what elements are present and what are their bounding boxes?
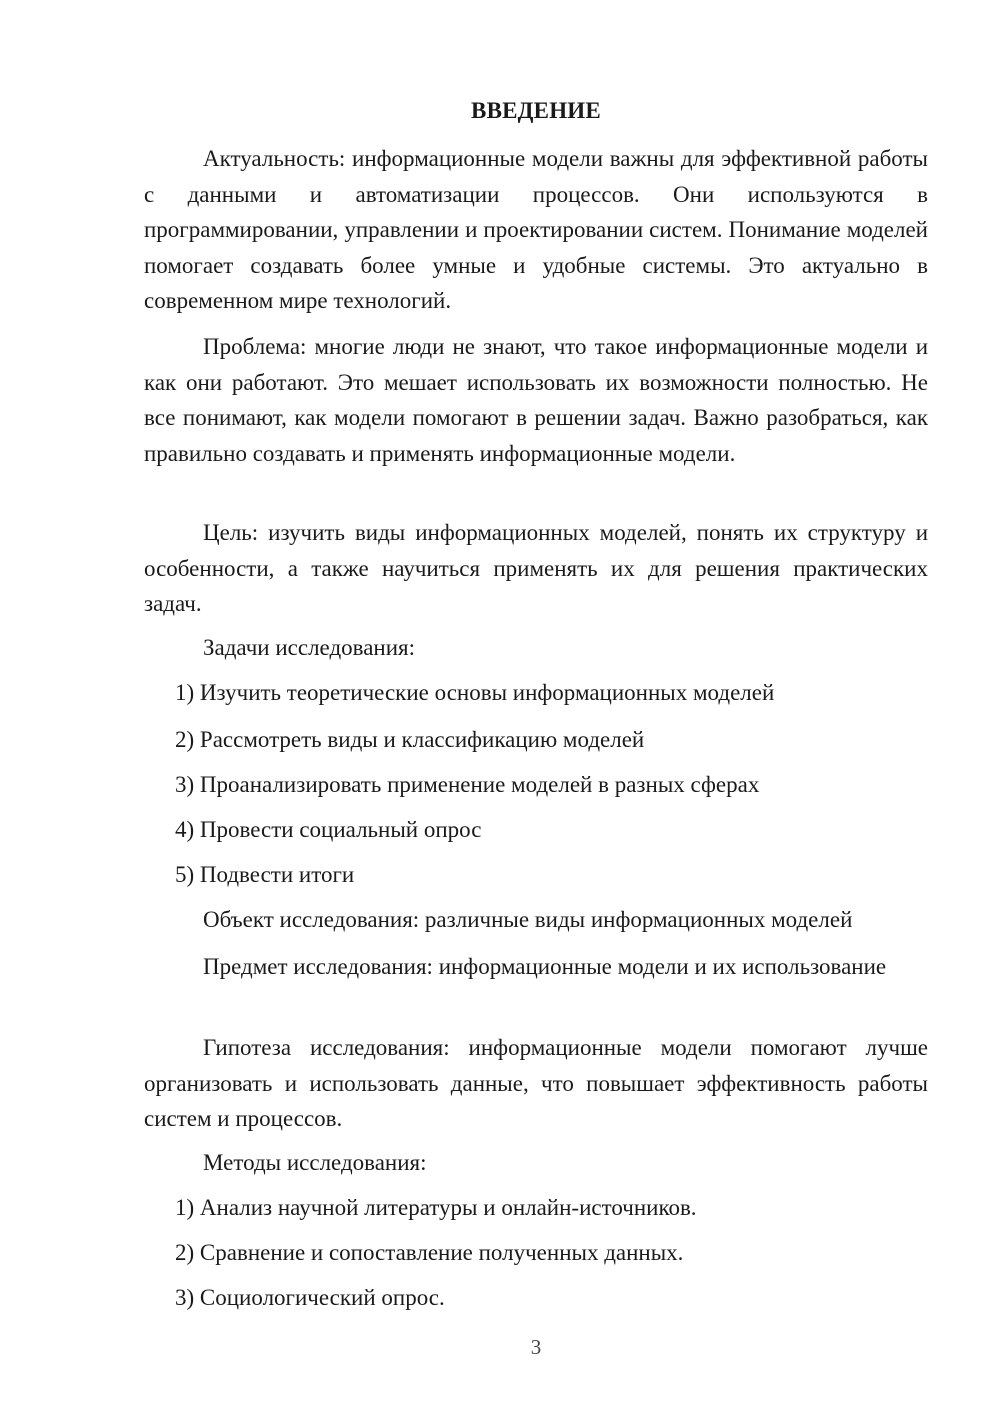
task-item: 3) Проанализировать применение моделей в разных сферах	[175, 772, 760, 797]
problem-paragraph: Проблема: многие люди не знают, что такое информационные модели и как они работают. Это мешает использовать их возможности полностью. Не все понимают, как модели помогают в решении задач. Важно разобраться, как правильно создавать и применять информационные модели.	[144, 334, 928, 466]
subject-paragraph: Предмет исследования: информационные модели и их использование	[203, 954, 887, 979]
goal-paragraph: Цель: изучить виды информационных моделей, понять их структуру и особенности, а также научиться применять их для решения практических задач.	[144, 520, 928, 616]
methods-heading: Методы исследования:	[203, 1150, 427, 1175]
task-item: 2) Рассмотреть виды и классификацию моделей	[175, 727, 645, 752]
hypothesis-paragraph: Гипотеза исследования: информационные модели помогают лучше организовать и использовать данные, что повышает эффективность работы систем и процессов.	[144, 1035, 928, 1131]
task-item: 1) Изучить теоретические основы информационных моделей	[175, 680, 775, 705]
tasks-heading: Задачи исследования:	[203, 635, 416, 660]
page-number: 3	[530, 1335, 542, 1359]
method-item: 1) Анализ научной литературы и онлайн-источников.	[175, 1195, 697, 1220]
object-paragraph: Объект исследования: различные виды информационных моделей	[203, 907, 853, 932]
relevance-paragraph: Актуальность: информационные модели важны для эффективной работы с данными и автоматизации процессов. Они используются в программировании, управлении и проектировании систем. Понимание моделей помогает создавать более умные и удобные системы. Это актуально в современном мире технологий.	[144, 146, 928, 313]
method-item: 2) Сравнение и сопоставление полученных данных.	[175, 1240, 684, 1265]
method-item: 3) Социологический опрос.	[175, 1285, 445, 1310]
task-item: 4) Провести социальный опрос	[175, 817, 482, 842]
section-heading: ВВЕДЕНИЕ	[471, 98, 601, 123]
task-item: 5) Подвести итоги	[175, 862, 355, 887]
